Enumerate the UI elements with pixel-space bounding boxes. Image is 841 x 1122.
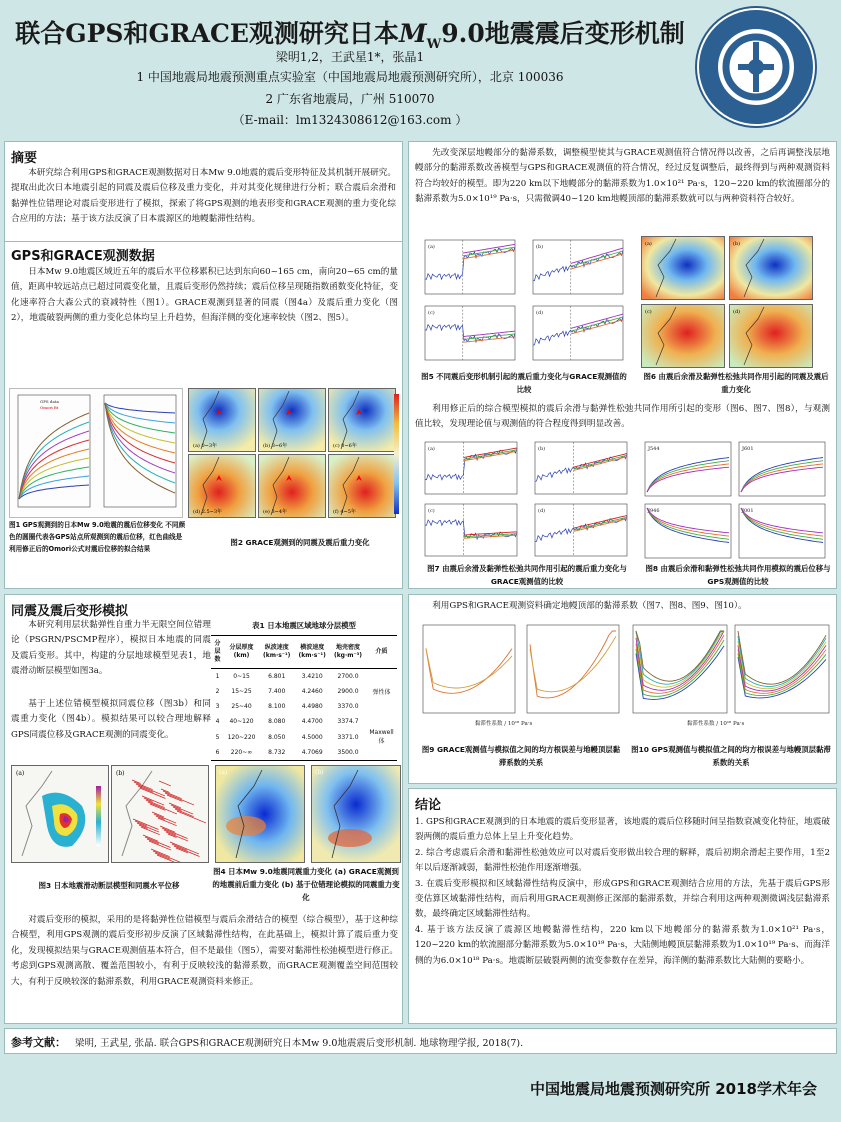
- figure-10-caption: 图10 GPS观测值与模拟值之间的均方根误差与地幔顶层黏滞系数的关系: [631, 745, 831, 767]
- table-row: 4 40~120 8.080 4.4700 3374.7: [215, 718, 359, 725]
- fig1-curve: [19, 467, 89, 499]
- references-panel: [4, 1028, 837, 1054]
- displacement-arrow: [157, 855, 183, 862]
- model-text-2: 基于上述位错模型模拟同震位移（图3b）和同震重力变化（图4b）。模拟结果可以较合理地解释GPS同震位移及GRACE观测的同震变化。: [11, 699, 211, 740]
- grace-map-label: (d) 2.5~3年: [193, 509, 223, 515]
- grace-model-map: [641, 236, 725, 300]
- conclusion-title: 结论: [415, 798, 442, 813]
- figure-1-gps-curves: [9, 388, 183, 518]
- grace-map: [328, 388, 396, 452]
- figure-5-caption: 图5 不同震后变形机制引起的震后重力变化与GRACE观测值的比较: [421, 372, 627, 394]
- displacement-arrow: [149, 841, 171, 850]
- model-panel: [4, 594, 403, 1024]
- station-label: J946: [648, 508, 660, 514]
- displacement-arrow: [135, 821, 147, 826]
- figure-10-rms-gps: [627, 621, 833, 743]
- figure-3b-coseismic-displacement: [111, 765, 209, 863]
- grace-map: [188, 454, 256, 518]
- displacement-arrow: [145, 837, 171, 848]
- conclusion-item: 3. 在震后变形模拟和区域黏滞性结构反演中，形成GPS和GRACE观测结合应用的方法，先基于震后GPS形变估算区域黏滞性结构，而后利用GRACE观测修正深部的黏滞系数，并综合利用这两种观测微调浅层黏滞系数，最终确定区域黏滞性结构。: [415, 878, 830, 920]
- table-header: 纵波速度(km·s⁻¹): [259, 636, 294, 669]
- panel-label: (b): [538, 446, 546, 452]
- figure-3-caption: 图3 日本地震滑动断层模型和同震水平位移: [38, 881, 180, 890]
- fig1-legend-gps: GPS data: [40, 399, 59, 404]
- grace-colorbar: [394, 394, 399, 514]
- grace-map-label: (b) 3~6年: [263, 443, 288, 449]
- results-text-2: 利用修正后的综合模型模拟的震后余滑与黏弹性松弛共同作用所引起的变形（图6、图7、图8），与观测值比较，发现理论值与观测值的符合程度得到明显改善。: [415, 404, 830, 430]
- panel-label: (a): [428, 446, 435, 452]
- station-label: J001: [742, 508, 754, 514]
- map-label: (c): [645, 309, 652, 315]
- figure-5-timeseries: [415, 236, 633, 370]
- map-label: (a): [645, 241, 652, 247]
- conclusion-item: 1. GPS和GRACE观测到的日本地震的震后变形显著，该地震的震后位移随时间呈指数衰减变化特征，地震破裂两侧的震后重力总体上呈上升变化趋势。: [415, 817, 830, 843]
- institute-logo: [693, 4, 819, 130]
- station-label: J601: [742, 446, 754, 452]
- conclusion-item: 2. 综合考虑震后余滑和黏滞性松弛效应可以对震后变形做出较合理的解释，震后初期余滑起主要作用，1至2年以后逐渐减弱，黏滞性松弛作用逐渐增强。: [415, 847, 830, 874]
- displacement-arrow: [147, 839, 159, 844]
- conclusion-item: 4. 基于该方法反演了震源区地幔黏滞性结构，220 km以下地幔部分的黏滞系数为1.0×10²¹ Pa·s，120~220 km的软流圈部分黏滞系数为5.0×10¹⁹ Pa·s，大陆侧地幔顶层黏滞系数为1.0×10¹⁹ Pa·s、而海洋侧的为6.0×10¹⁸ Pa·s。地震断层破裂两侧的流变参数存在差异，海洋侧的黏滞系数比大陆侧的要略小。: [415, 924, 830, 966]
- figure-9-rms-grace: [415, 621, 623, 743]
- rms-panel: [408, 594, 837, 784]
- poster-title: 联合GPS和GRACE观测研究日本$M_W9.0$地震震后变形机制: [15, 19, 685, 52]
- fig1-curve: [19, 476, 89, 499]
- table-header: 分层厚度(km): [224, 636, 259, 669]
- references-text: 梁明, 王武星, 张晶. 联合GPS和GRACE观测研究日本Mw 9.0地震震后变形机制. 地球物理学报, 2018(7).: [75, 1038, 524, 1049]
- figure-8-gps-fits: [641, 438, 831, 562]
- table-1-title: 表1 日本地震区域地球分层模型: [252, 621, 356, 630]
- data-panel: [4, 241, 403, 589]
- panel-label: (c): [428, 310, 435, 316]
- footer-text: 中国地震局地震预测研究所 2018学术年会: [530, 1080, 817, 1098]
- grace-map-label: (f) 4~5年: [333, 509, 356, 515]
- station-label: J544: [648, 446, 660, 452]
- model-text-3: 对震后变形的模拟，采用的是将黏弹性位错模型与震后余滑结合的模型（综合模型），基于这种综合模型，利用GPS观测的震后变形初步反演了区域黏滞性结构，在此基础上，模拟计算了震后重力变化，发现模拟结果与GRACE观测值基本符合，但不是最佳（图5），需要对黏滞性松弛模型进行修正。考虑到GPS观测离散、覆盖范围较小，有利于反映较浅的黏滞系数，而GRACE观测覆盖空间范围较大，有利于反映较深的黏滞系数，利用GRACE观测资料来修正。: [11, 915, 398, 987]
- fig1-curve: [19, 485, 89, 499]
- grace-map-label: (a) 0~3年: [193, 443, 218, 449]
- map-label: (b): [733, 241, 741, 247]
- table-1: [211, 635, 397, 761]
- figure-2-caption: 图2 GRACE观测到的同震及震后重力变化: [230, 538, 370, 547]
- panel-label: (d): [538, 508, 546, 514]
- fig4b-label: (b): [315, 769, 324, 776]
- footer: [0, 1064, 841, 1122]
- table-row: 2 15~25 7.400 4.2460 2900.0 弹性体: [215, 688, 391, 696]
- model-title: 同震及震后变形模拟: [11, 604, 129, 619]
- grace-model-map: [641, 304, 725, 368]
- figure-9-caption: 图9 GRACE观测值与模拟值之间的均方根误差与地幔顶层黏滞系数的关系: [421, 745, 621, 767]
- figure-7-timeseries: [415, 438, 635, 562]
- table-header: 介质: [366, 636, 397, 669]
- displacement-arrow: [177, 811, 206, 823]
- panel-label: (c): [428, 508, 435, 514]
- displacement-arrow: [159, 781, 171, 786]
- panel-label: (d): [536, 310, 544, 316]
- figure-4b-model-coseismic: [311, 765, 401, 863]
- abstract-panel: [4, 141, 403, 257]
- affiliation-1: 1 中国地震局地震预测重点实验室（中国地震局地震预测研究所），北京 100036: [136, 70, 564, 84]
- displacement-arrow: [154, 814, 176, 823]
- displacement-arrow: [136, 784, 165, 796]
- conclusion-panel: [408, 788, 837, 1024]
- email: （E-mail：lm1324308612@163.com ）: [232, 113, 468, 127]
- results-text-1: 先改变深层地幔部分的黏滞系数，调整模型使其与GRACE观测值符合情况得以改善，之后再调整浅层地幔部分的黏滞系数改善模型与GPS和GRACE观测值的符合情况，经过反复调整后，最终得到与两种观测资料符合均较好的模型。即为220 km以下地幔部分的黏滞系数为1.0×10²¹ Pa·s，120~220 km的软流圈部分的黏滞系数为5.0×10¹⁹ Pa·s，只需微调40~120 km地幔顶部的黏滞系数就可以与两种资料符合较好。: [415, 148, 830, 205]
- fig3b-label: (b): [116, 770, 125, 777]
- fig1-curve: [105, 403, 175, 443]
- figure-6-maps: [641, 236, 831, 370]
- rms-xlabel: 黏滞性系数 / 10¹⁸ Pa·s: [687, 721, 745, 727]
- grace-map-label: (c) 0~6年: [333, 443, 357, 449]
- table-header: 分层数: [211, 636, 224, 669]
- map-label: (d): [733, 309, 741, 315]
- authors: 梁明1,2，王武星1*，张晶1: [275, 50, 425, 64]
- conclusion-list: [415, 815, 830, 969]
- table-row: 3 25~40 8.100 4.4980 3370.0: [215, 703, 359, 710]
- displacement-arrow: [170, 842, 199, 854]
- figure-4-caption: 图4 日本Mw 9.0地震同震重力变化 (a) GRACE观测到的地震前后重力变化 (b) 基于位错理论模拟的同震重力变化: [212, 867, 400, 902]
- displacement-arrow: [152, 812, 164, 817]
- data-text: 日本Mw 9.0地震区域近五年的震后水平位移累积已达到东向60~165 cm，南向20~65 cm的量值，距离申较远站点已超过同震变化量，且震后变形仍然持续；震后位移呈现随指数函数变化特征，变化速率符合大森公式的衰减特性（图1）。GRACE观测到显著的同震（图4a）及震后重力变化（图2），地震破裂两侧的重力变化总体均呈上升趋势，但海洋侧的变化速率较快（图2、图5）。: [11, 267, 398, 324]
- results-text-3: 利用GPS和GRACE观测资料确定地幔顶部的黏滞系数（图7、图8、图9、图10）。: [432, 601, 747, 611]
- affiliation-2: 2 广东省地震局，广州 510070: [265, 92, 435, 106]
- panel-label: (a): [428, 244, 435, 250]
- table-header: 横波速度(km·s⁻¹): [294, 636, 329, 669]
- figure-7-caption: 图7 由震后余滑及黏弹性松弛共同作用引起的震后重力变化与GRACE观测值的比较: [427, 564, 627, 586]
- rms-xlabel: 黏滞性系数 / 10¹⁸ Pa·s: [475, 721, 533, 727]
- grace-model-map: [729, 304, 813, 368]
- displacement-arrow: [174, 846, 200, 857]
- panel-label: (b): [536, 244, 544, 250]
- figure-8-caption: 图8 由震后余滑和黏弹性松弛共同作用模拟的震后位移与GPS观测值的比较: [645, 564, 831, 586]
- fig4a-label: (a): [219, 769, 228, 776]
- grace-model-map: [729, 236, 813, 300]
- displacement-arrow: [169, 803, 181, 808]
- fig3a-label: (a): [16, 770, 25, 777]
- abstract-text: 本研究综合利用GPS和GRACE观测数据对日本Mw 9.0地震的震后变形特征及其机制开展研究。提取出此次日本地震引起的同震及震后位移及重力变化，并对其变化规律进行分析；联合震后余滑和黏弹性位错理论对震后变形进行了模拟，探索了将GPS观测的地表形变和GRACE观测的重力变化综合应用的方法；基于该方法反演了日本震源区的地幔黏滞性结构。: [11, 168, 396, 225]
- grace-map: [258, 388, 326, 452]
- table-row: 1 0~15 6.801 3.4210 2700.0: [215, 673, 359, 680]
- references-label: 参考文献：: [11, 1036, 66, 1049]
- displacement-arrow: [166, 832, 188, 841]
- displacement-arrow: [137, 823, 159, 832]
- table-header: 地壳密度(kg·m⁻³): [330, 636, 366, 669]
- figure-4a-grace-coseismic: [215, 765, 305, 863]
- figure-2-grace-maps: [188, 388, 400, 520]
- fig1-legend-fit: Omori fit: [40, 405, 59, 410]
- abstract-title: 摘要: [11, 151, 38, 166]
- figure-6-caption: 图6 由震后余滑及黏弹性松弛共同作用引起的同震及震后重力变化: [643, 372, 829, 394]
- displacement-arrow: [164, 830, 176, 835]
- table-row: 6 220~∞ 8.732 4.7069 3500.0: [211, 745, 397, 761]
- figure-3a-fault-model: [11, 765, 109, 863]
- data-title: GPS和GRACE观测数据: [11, 249, 155, 264]
- results-panel: [408, 141, 837, 589]
- grace-map-label: (e) 3~4年: [263, 509, 288, 515]
- grace-map: [188, 388, 256, 452]
- grace-map: [328, 454, 396, 518]
- table-row: 5 120~220 8.050 4.5000 3371.0 Maxwell体: [215, 729, 394, 745]
- figure-1-caption: 图1 GPS观测到的日本Mw 9.0地震的震后位移变化 不同颜色的圆圈代表各GPS站点所观测到的震后位移，红色曲线是利用修正后的Omori公式对震后位移的拟合结果: [9, 521, 186, 553]
- displacement-arrow: [153, 851, 182, 862]
- grace-map: [258, 454, 326, 518]
- model-text-1: 本研究利用层状黏弹性自重力半无限空间位错理论（PSGRN/PSCMP程序），模拟日本地震的同震及震后变形。其中，构建的分层地球模型见表1，地震滑动断层模型如图3a。: [11, 620, 211, 677]
